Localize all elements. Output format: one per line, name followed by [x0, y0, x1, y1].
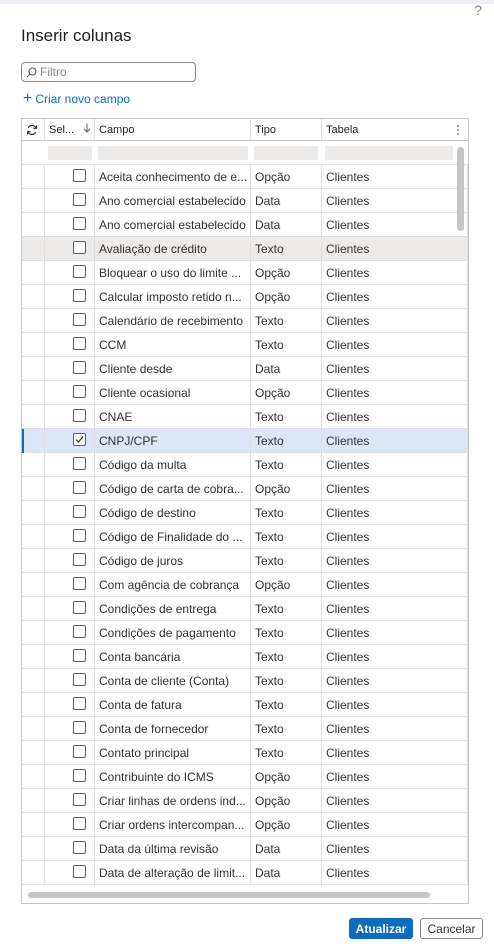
field-cell: Contribuinte do ICMS: [95, 765, 251, 789]
type-column-header[interactable]: Tipo: [251, 119, 322, 141]
select-column-header[interactable]: [45, 119, 95, 141]
row-gutter: [22, 309, 45, 333]
field-cell: Aceita conhecimento de e...: [95, 165, 251, 189]
update-button[interactable]: Atualizar: [349, 918, 413, 939]
table-row[interactable]: [22, 309, 468, 333]
row-gutter: [22, 669, 45, 693]
row-gutter: [22, 477, 45, 501]
table-row[interactable]: [22, 333, 468, 357]
row-checkbox[interactable]: [73, 625, 86, 638]
row-select-cell[interactable]: [45, 693, 95, 717]
table-cell: Clientes: [322, 549, 468, 573]
table-row[interactable]: [22, 549, 468, 573]
row-checkbox[interactable]: [73, 361, 86, 374]
field-cell: Criar ordens intercompan...: [95, 813, 251, 837]
field-cell: Código de destino: [95, 501, 251, 525]
row-select-cell[interactable]: [45, 621, 95, 645]
row-select-cell[interactable]: [45, 477, 95, 501]
row-gutter: [22, 525, 45, 549]
table-row[interactable]: [22, 285, 468, 309]
more-options-icon[interactable]: [456, 124, 460, 136]
row-select-cell[interactable]: [45, 357, 95, 381]
row-gutter: [22, 405, 45, 429]
row-checkbox[interactable]: [73, 481, 86, 494]
row-gutter: [22, 645, 45, 669]
type-cell: Opção: [251, 573, 322, 597]
row-select-cell[interactable]: [45, 213, 95, 237]
row-gutter: [22, 765, 45, 789]
row-select-cell[interactable]: [45, 861, 95, 885]
row-select-cell[interactable]: [45, 597, 95, 621]
table-row[interactable]: [22, 717, 468, 741]
field-cell: Condições de pagamento: [95, 621, 251, 645]
create-new-field-label: Criar novo campo: [35, 92, 131, 106]
search-icon: [26, 67, 37, 78]
row-gutter: [22, 429, 45, 453]
row-gutter: [22, 165, 45, 189]
table-cell: Clientes: [322, 669, 468, 693]
field-cell: Avaliação de crédito: [95, 237, 251, 261]
table-cell: Clientes: [322, 501, 468, 525]
row-select-cell[interactable]: [45, 549, 95, 573]
filter-input[interactable]: [37, 65, 185, 79]
table-cell: Clientes: [322, 765, 468, 789]
field-cell: Calendário de recebimento: [95, 309, 251, 333]
field-column-header[interactable]: Campo: [95, 119, 251, 141]
sort-descending-icon: [83, 123, 91, 133]
checkmark-icon: [75, 435, 84, 444]
row-checkbox[interactable]: [73, 433, 86, 446]
row-checkbox[interactable]: [73, 505, 86, 518]
table-cell: Clientes: [322, 213, 468, 237]
table-row[interactable]: [22, 597, 468, 621]
table-cell: Clientes: [322, 477, 468, 501]
row-select-cell[interactable]: [45, 189, 95, 213]
row-select-cell[interactable]: [45, 813, 95, 837]
field-cell: Criar linhas de ordens ind...: [95, 789, 251, 813]
row-gutter: [22, 213, 45, 237]
row-checkbox[interactable]: [73, 673, 86, 686]
row-gutter: [22, 717, 45, 741]
field-cell: Código de juros: [95, 549, 251, 573]
table-cell: Clientes: [322, 285, 468, 309]
row-select-cell[interactable]: [45, 501, 95, 525]
field-cell: Conta de fatura: [95, 693, 251, 717]
row-select-cell[interactable]: [45, 669, 95, 693]
row-select-cell[interactable]: [45, 309, 95, 333]
row-select-cell[interactable]: [45, 789, 95, 813]
row-checkbox[interactable]: [73, 697, 86, 710]
row-gutter: [22, 261, 45, 285]
field-cell: Cliente ocasional: [95, 381, 251, 405]
row-gutter: [22, 573, 45, 597]
cancel-button[interactable]: Cancelar: [420, 918, 483, 939]
row-gutter: [22, 237, 45, 261]
field-cell: Ano comercial estabelecido: [95, 213, 251, 237]
select-column-label: Sel...: [49, 124, 75, 136]
table-row[interactable]: [22, 189, 468, 213]
table-cell: Clientes: [322, 261, 468, 285]
field-cell: Ano comercial estabelecido: [95, 189, 251, 213]
table-row[interactable]: [22, 477, 468, 501]
field-cell: CNPJ/CPF: [95, 429, 251, 453]
row-select-cell[interactable]: [45, 165, 95, 189]
field-cell: Data da última revisão: [95, 837, 251, 861]
field-cell: Data de alteração de limit...: [95, 861, 251, 885]
row-gutter: [22, 381, 45, 405]
row-gutter: [22, 741, 45, 765]
field-cell: Conta de fornecedor: [95, 717, 251, 741]
row-checkbox[interactable]: [73, 793, 86, 806]
horizontal-scrollbar[interactable]: [28, 892, 430, 898]
type-cell: Texto: [251, 501, 322, 525]
filter-row: [22, 141, 468, 165]
table-row[interactable]: [22, 405, 468, 429]
table-cell: Clientes: [322, 861, 468, 885]
columns-grid: [21, 118, 469, 904]
table-row[interactable]: [22, 165, 468, 189]
row-select-cell[interactable]: [45, 237, 95, 261]
row-gutter: [22, 789, 45, 813]
row-checkbox[interactable]: [73, 529, 86, 542]
type-cell: Texto: [251, 333, 322, 357]
row-gutter: [22, 597, 45, 621]
table-row[interactable]: [22, 621, 468, 645]
create-new-field-link[interactable]: [23, 92, 130, 106]
field-cell: Condições de entrega: [95, 597, 251, 621]
type-cell: Data: [251, 213, 322, 237]
dialog-title: Inserir colunas: [21, 26, 132, 45]
type-cell: Texto: [251, 549, 322, 573]
row-gutter: [22, 693, 45, 717]
table-cell: Clientes: [322, 621, 468, 645]
row-checkbox[interactable]: [73, 817, 86, 830]
type-cell: Texto: [251, 237, 322, 261]
row-select-cell[interactable]: [45, 573, 95, 597]
row-gutter: [22, 453, 45, 477]
grid-header: [22, 119, 468, 141]
type-cell: Opção: [251, 765, 322, 789]
table-cell: Clientes: [322, 357, 468, 381]
table-row[interactable]: [22, 261, 468, 285]
table-cell: Clientes: [322, 789, 468, 813]
table-cell: Clientes: [322, 741, 468, 765]
row-gutter: [22, 861, 45, 885]
table-cell: Clientes: [322, 837, 468, 861]
type-cell: Texto: [251, 453, 322, 477]
row-select-cell[interactable]: [45, 453, 95, 477]
table-cell: Clientes: [322, 333, 468, 357]
row-checkbox[interactable]: [73, 577, 86, 590]
table-row[interactable]: [22, 693, 468, 717]
field-filter-cell[interactable]: [98, 146, 248, 160]
row-select-cell[interactable]: [45, 333, 95, 357]
row-select-cell[interactable]: [45, 381, 95, 405]
row-gutter: [22, 549, 45, 573]
type-cell: Texto: [251, 525, 322, 549]
field-cell: CCM: [95, 333, 251, 357]
row-checkbox[interactable]: [73, 457, 86, 470]
field-cell: Conta de cliente (Conta): [95, 669, 251, 693]
row-checkbox[interactable]: [73, 385, 86, 398]
filter-box[interactable]: [21, 62, 196, 82]
row-select-cell[interactable]: [45, 429, 95, 453]
refresh-icon: [26, 124, 38, 136]
table-row[interactable]: [22, 381, 468, 405]
row-select-cell[interactable]: [45, 645, 95, 669]
type-cell: Texto: [251, 309, 322, 333]
type-cell: Data: [251, 861, 322, 885]
table-column-label: Tabela: [326, 124, 359, 136]
type-cell: Data: [251, 357, 322, 381]
table-column-header[interactable]: [322, 119, 468, 141]
table-cell: Clientes: [322, 381, 468, 405]
row-checkbox[interactable]: [73, 217, 86, 230]
type-cell: Opção: [251, 813, 322, 837]
type-cell: Opção: [251, 261, 322, 285]
type-cell: Data: [251, 837, 322, 861]
row-gutter: [22, 285, 45, 309]
row-gutter: [22, 813, 45, 837]
type-filter-cell[interactable]: [254, 146, 318, 160]
row-gutter: [22, 621, 45, 645]
row-select-cell[interactable]: [45, 741, 95, 765]
table-cell: Clientes: [322, 405, 468, 429]
row-gutter: [22, 357, 45, 381]
row-select-cell[interactable]: [45, 285, 95, 309]
table-row[interactable]: [22, 357, 468, 381]
table-row[interactable]: [22, 237, 468, 261]
row-checkbox[interactable]: [73, 169, 86, 182]
type-cell: Texto: [251, 405, 322, 429]
table-cell: Clientes: [322, 309, 468, 333]
refresh-column-header[interactable]: [22, 119, 45, 141]
row-checkbox[interactable]: [73, 409, 86, 422]
row-gutter: [22, 837, 45, 861]
table-cell: Clientes: [322, 429, 468, 453]
type-cell: Texto: [251, 717, 322, 741]
type-cell: Texto: [251, 669, 322, 693]
row-gutter: [22, 333, 45, 357]
row-select-cell[interactable]: [45, 405, 95, 429]
table-row[interactable]: [22, 453, 468, 477]
row-checkbox[interactable]: [73, 745, 86, 758]
select-filter-cell[interactable]: [48, 146, 92, 160]
table-cell: Clientes: [322, 813, 468, 837]
row-checkbox[interactable]: [73, 553, 86, 566]
type-cell: Opção: [251, 477, 322, 501]
table-row[interactable]: [22, 669, 468, 693]
table-row[interactable]: [22, 645, 468, 669]
row-checkbox[interactable]: [73, 769, 86, 782]
type-cell: Opção: [251, 165, 322, 189]
row-checkbox[interactable]: [73, 337, 86, 350]
row-select-cell[interactable]: [45, 525, 95, 549]
row-gutter: [22, 189, 45, 213]
type-cell: Texto: [251, 645, 322, 669]
row-checkbox[interactable]: [73, 649, 86, 662]
field-cell: Cliente desde: [95, 357, 251, 381]
table-row[interactable]: [22, 813, 468, 837]
table-row[interactable]: [22, 429, 468, 453]
row-checkbox[interactable]: [73, 601, 86, 614]
type-cell: Texto: [251, 429, 322, 453]
table-row[interactable]: [22, 861, 468, 885]
field-cell: Código da multa: [95, 453, 251, 477]
row-checkbox[interactable]: [73, 841, 86, 854]
type-cell: Texto: [251, 693, 322, 717]
plus-icon: +: [23, 90, 33, 107]
field-cell: Com agência de cobrança: [95, 573, 251, 597]
row-gutter: [22, 501, 45, 525]
table-row[interactable]: [22, 789, 468, 813]
top-strip: [0, 0, 494, 4]
field-cell: CNAE: [95, 405, 251, 429]
row-checkbox[interactable]: [73, 193, 86, 206]
table-row[interactable]: [22, 837, 468, 861]
row-checkbox[interactable]: [73, 313, 86, 326]
row-checkbox[interactable]: [73, 865, 86, 878]
table-row[interactable]: [22, 213, 468, 237]
table-row[interactable]: [22, 525, 468, 549]
field-cell: Conta bancária: [95, 645, 251, 669]
field-cell: Bloquear o uso do limite ...: [95, 261, 251, 285]
table-row[interactable]: [22, 765, 468, 789]
table-cell: Clientes: [322, 237, 468, 261]
table-cell: Clientes: [322, 573, 468, 597]
row-select-cell[interactable]: [45, 837, 95, 861]
type-cell: Data: [251, 189, 322, 213]
row-select-cell[interactable]: [45, 261, 95, 285]
field-cell: Código de carta de cobra...: [95, 477, 251, 501]
type-cell: Texto: [251, 597, 322, 621]
grid-rows: [22, 165, 468, 885]
table-cell: Clientes: [322, 189, 468, 213]
table-cell: Clientes: [322, 525, 468, 549]
table-cell: Clientes: [322, 597, 468, 621]
field-cell: Código de Finalidade do ...: [95, 525, 251, 549]
type-cell: Opção: [251, 789, 322, 813]
table-row[interactable]: [22, 741, 468, 765]
type-cell: Texto: [251, 621, 322, 645]
row-checkbox[interactable]: [73, 721, 86, 734]
type-cell: Opção: [251, 285, 322, 309]
row-checkbox[interactable]: [73, 265, 86, 278]
field-cell: Calcular imposto retido n...: [95, 285, 251, 309]
help-icon[interactable]: ?: [474, 2, 482, 18]
table-cell: Clientes: [322, 645, 468, 669]
table-cell: Clientes: [322, 693, 468, 717]
type-cell: Opção: [251, 381, 322, 405]
table-row[interactable]: [22, 573, 468, 597]
row-select-cell[interactable]: [45, 765, 95, 789]
table-cell: Clientes: [322, 453, 468, 477]
row-checkbox[interactable]: [73, 289, 86, 302]
table-filter-cell[interactable]: [325, 146, 453, 160]
table-cell: Clientes: [322, 165, 468, 189]
table-cell: Clientes: [322, 717, 468, 741]
type-cell: Texto: [251, 741, 322, 765]
vertical-scrollbar[interactable]: [457, 147, 464, 231]
table-row[interactable]: [22, 501, 468, 525]
row-checkbox[interactable]: [73, 241, 86, 254]
field-cell: Contato principal: [95, 741, 251, 765]
row-select-cell[interactable]: [45, 717, 95, 741]
